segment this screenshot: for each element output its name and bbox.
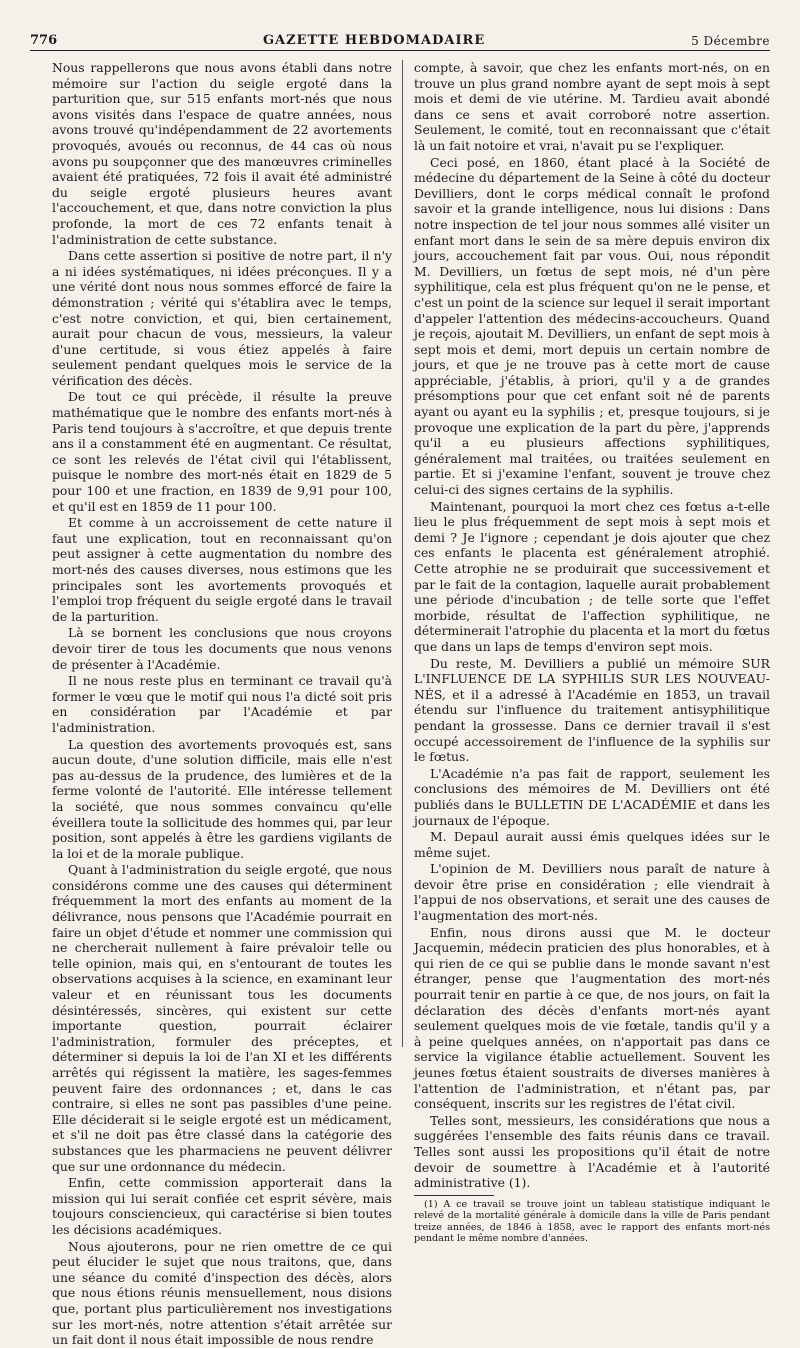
footnote-rule (414, 1195, 494, 1196)
paragraph: Nous ajouterons, pour ne rien omettre de ce qui peut élucider le sujet que nous traitons, que, dans une séance du comité d'inspection des décès, alors que nous étions réunis mensuellement, nous disions que, portant plus particulièrement nos investigations sur les mort-nés, notre attention s'était arrêtée sur un fait dont il nous était impossible de nous rendre (52, 1238, 392, 1348)
issue-date: 5 Décembre (691, 34, 770, 48)
paragraph: Dans cette assertion si positive de notre part, il n'y a ni idées systématiques, ni idées préconçues. Il y a une vérité dont nous nous sommes efforcé de faire la démonstration ; vérité qui s'établira avec le temps, c'est notre conviction, et qui, bien certainement, aurait pour chacun de vous, messieurs, la valeur d'une certitude, si vous étiez appelés à faire seulement pendant quelques mois le service de la vérification des décès. (52, 248, 392, 388)
footnote: (1) A ce travail se trouve joint un tableau statistique indiquant le relevé de la mortalité générale à domicile dans la ville de Paris pendant treize années, de 1846 à 1858, avec le rapport des enfants mort-nés pendant le même nombre d'années. (414, 1198, 770, 1244)
paragraph: compte, à savoir, que chez les enfants mort-nés, on en trouve un plus grand nombre ayant de sept mois à sept mois et demi de vie utérine. M. Tardieu avait abondé dans ce sens et avait corroboré notre assertion. Seulement, le comité, tout en reconnaissant que c'était là un fait notoire et vrai, n'avait pu se l'expliquer. (414, 60, 770, 153)
right-column (414, 60, 770, 1244)
paragraph: Il ne nous reste plus en terminant ce travail qu'à former le vœu que le motif qui nous l'a dicté soit pris en considération par l'Académie et par l'administration. (52, 673, 392, 735)
paragraph: Telles sont, messieurs, les considérations que nous a suggérées l'ensemble des faits réunis dans ce travail. Telles sont aussi les propositions qu'il était de notre devoir de soumettre à l'Académie et à l'autorité administrative (1). (414, 1112, 770, 1191)
page-header (30, 28, 770, 51)
paragraph: Du reste, M. Devilliers a publié un mémoire SUR L'INFLUENCE DE LA SYPHILIS SUR LES NOUVEAU-NÉS, et il a adressé à l'Académie en 1853, un travail étendu sur l'influence du traitement antisyphilitique pendant la grossesse. Dans ce dernier travail il s'est occupé accessoirement de l'influence de la syphilis sur le fœtus. (414, 655, 770, 765)
paragraph: De tout ce qui précède, il résulte la preuve mathématique que le nombre des enfants mort-nés à Paris tend toujours à s'accroître, et que depuis trente ans il a constamment été en augmentant. Ce résultat, ce sont les relevés de l'état civil qui l'établissent, puisque le nombre des mort-nés était en 1829 de 5 pour 100 et une fraction, en 1839 de 9,91 pour 100, et qu'il est en 1859 de 11 pour 100. (52, 389, 392, 514)
paragraph: La question des avortements provoqués est, sans aucun doute, d'une solution difficile, mais elle n'est pas au-dessus de la prudence, des lumières et de la ferme volonté de l'autorité. Elle intéresse tellement la société, que nous sommes convaincu qu'elle éveillera toute la sollicitude des hommes qui, par leur position, sont appelés à être les gardiens vigilants de la loi et de la morale publique. (52, 736, 392, 861)
paragraph: L'Académie n'a pas fait de rapport, seulement les conclusions des mémoires de M. Devilliers ont été publiés dans le BULLETIN DE L'ACADÉMIE et dans les journaux de l'époque. (414, 765, 770, 828)
paragraph: Enfin, nous dirons aussi que M. le docteur Jacquemin, médecin praticien des plus honorables, et à qui rien de ce qui se publie dans le monde savant n'est étranger, pense que l'augmentation des mort-nés pourrait tenir en partie à ce que, de nos jours, on fait la déclaration des décès d'enfants mort-nés ayant seulement quelques mois de vie fœtale, tandis qu'il y a à peine quelques années, on n'apportait pas dans ce service la vigilance établie actuellement. Souvent les jeunes fœtus étaient soustraits de diverses manières à l'attention de l'administration, et n'étant pas, par conséquent, inscrits sur les registres de l'état civil. (414, 924, 770, 1112)
paragraph: Maintenant, pourquoi la mort chez ces fœtus a-t-elle lieu le plus fréquemment de sept mois à sept mois et demi ? Je l'ignore ; cependant je dois ajouter que chez ces enfants le placenta est généralement atrophié. Cette atrophie ne se produirait que successivement et par le fait de la contagion, laquelle aurait probablement une période d'incubation ; de telle sorte que l'effet morbide, résultat de l'affection syphilitique, ne déterminerait l'atrophie du placenta et la mort du fœtus que dans un laps de temps d'environ sept mois. (414, 498, 770, 654)
paragraph: Ceci posé, en 1860, étant placé à la Société de médecine du département de la Seine à côté du docteur Devilliers, dont le corps médical connaît le profond savoir et la grande intelligence, nous lui disions : Dans notre inspection de tel jour nous sommes allé visiter un enfant mort dans le sein de sa mère depuis environ dix jours, accouchement fait par vous. Oui, nous répondit M. Devilliers, un fœtus de sept mois, né d'un père syphilitique, cela est plus fréquent qu'on ne le pense, et c'est un point de la science sur lequel il serait important d'appeler l'attention des médecins-accoucheurs. Quand je reçois, ajoutait M. Devilliers, un enfant de sept mois à sept mois et demi, mort depuis un certain nombre de jours, et que je ne trouve pas à cette mort de cause appréciable, j'établis, à priori, qu'il y a de grandes présomptions pour que cet enfant soit né de parents ayant ou ayant eu la syphilis ; et, presque toujours, si je provoque une explication de la part du père, j'apprends qu'il a eu plusieurs affections syphilitiques, généralement mal traitées, ou traitées seulement en partie. Et si j'examine l'enfant, souvent je trouve chez celui-ci des signes certains de la syphilis. (414, 154, 770, 498)
page-number: 776 (30, 33, 58, 48)
paragraph: Là se bornent les conclusions que nous croyons devoir tirer de tous les documents que nous venons de présenter à l'Académie. (52, 625, 392, 672)
paragraph: Nous rappellerons que nous avons établi dans notre mémoire sur l'action du seigle ergoté dans la parturition que, sur 515 enfants mort-nés que nous avons visités dans l'espace de quatre années, nous avons trouvé qu'indépendamment de 22 avortements provoqués, avoués ou reconnus, de 44 cas où nous avons pu soupçonner que des manœuvres criminelles avaient été pratiquées, 72 fois il avait été administré du seigle ergoté plusieurs heures avant l'accouchement, et que, dans notre conviction la plus profonde, la mort de ces 72 enfants tenait à l'administration de cette substance. (52, 60, 392, 247)
paragraph: L'opinion de M. Devilliers nous paraît de nature à devoir être prise en considération ; elle viendrait à l'appui de nos observations, et serait une des causes de l'augmentation des mort-nés. (414, 861, 770, 924)
paragraph: M. Depaul aurait aussi émis quelques idées sur le même sujet. (414, 829, 770, 860)
left-column (52, 60, 392, 1348)
paragraph: Enfin, cette commission apporterait dans la mission qui lui serait confiée cet esprit sévère, mais toujours consciencieux, qui caractérise si bien toutes les décisions académiques. (52, 1175, 392, 1237)
paragraph: Et comme à un accroissement de cette nature il faut une explication, tout en reconnaissant qu'on peut assigner à cette augmentation du nombre des mort-nés des causes diverses, nous estimons que les principales sont les avortements provoqués et l'emploi trop fréquent du seigle ergoté dans le travail de la parturition. (52, 515, 392, 624)
journal-title: GAZETTE HEBDOMADAIRE (262, 33, 486, 48)
column-divider (402, 60, 403, 1047)
paragraph: Quant à l'administration du seigle ergoté, que nous considérons comme une des causes qui déterminent fréquemment la mort des enfants au moment de la délivrance, nous pensons que l'Académie pourrait en faire un objet d'étude et nommer une commission qui ne chercherait nullement à faire prévaloir telle ou telle opinion, mais qui, en s'entourant de toutes les observations acquises à la science, en examinant leur valeur et en réunissant tous les documents désintéressés, sincères, qui existent sur cette importante question, pourrait éclairer l'administration, formuler des préceptes, et déterminer si depuis la loi de l'an XI et les différents arrêtés qui régissent la matière, les sages-femmes peuvent faire des ordonnances ; et, dans le cas contraire, si elles ne sont pas passibles d'une peine. Elle déciderait si le seigle ergoté est un médicament, et s'il ne doit pas être classé dans la catégorie des substances que les pharmaciens ne peuvent délivrer que sur une ordonnance du médecin. (52, 862, 392, 1174)
